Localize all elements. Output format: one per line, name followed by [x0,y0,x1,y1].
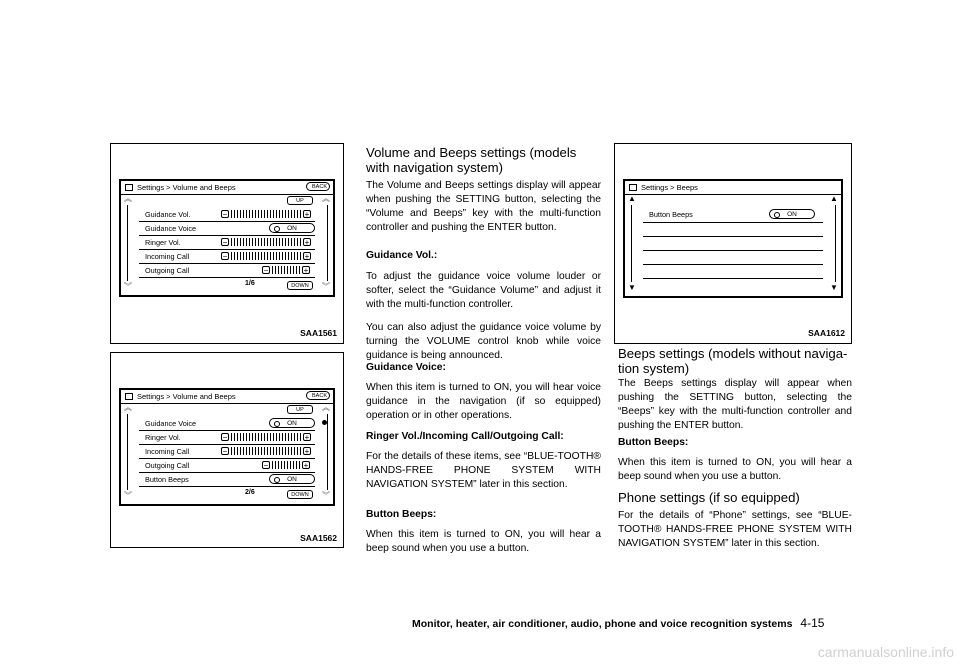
minus-icon[interactable]: − [222,446,228,456]
volume-bar[interactable] [262,460,310,469]
down-button[interactable]: DOWN [287,281,313,290]
chevron-up-icon: ︽ [124,403,132,412]
plus-icon[interactable]: + [304,432,310,442]
breadcrumb: Settings > Volume and Beeps [137,183,236,192]
subheading: Button Beeps: [618,437,689,448]
plus-icon[interactable]: + [304,209,310,219]
volume-bar[interactable] [221,446,311,455]
back-button[interactable]: BACK [306,391,330,400]
back-button[interactable]: BACK [306,182,330,191]
arrow-up-icon: ▲ [830,194,838,203]
figure-code: SAA1562 [300,533,337,543]
section-heading-phone: Phone settings (if so equipped) [618,490,800,505]
chevron-down-icon: ︾ [322,282,330,291]
settings-icon [125,393,133,400]
up-button[interactable]: UP [287,405,313,414]
subheading: Guidance Voice: [366,362,446,373]
chevron-up-icon: ︽ [124,194,132,203]
section-heading-beeps: Beeps settings (models without naviga-tion system) [618,346,848,376]
plus-icon[interactable]: + [304,237,310,247]
display-screen [623,179,843,298]
minus-icon[interactable]: − [222,209,228,219]
chevron-up-icon: ︽ [322,194,330,203]
volume-bar[interactable] [221,209,311,218]
chevron-up-icon: ︽ [322,403,330,412]
on-toggle[interactable]: ON [769,209,815,219]
on-toggle[interactable]: ON [269,474,315,484]
paragraph: The Volume and Beeps settings display will appear when pushing the SETTING button, selecting the “Volume and Beeps” key with the multi-function controller and pushing the ENTER button. [366,180,601,233]
page-number: 4-15 [800,616,825,630]
row-label: Ringer Vol. [145,238,181,247]
minus-icon[interactable]: − [222,432,228,442]
plus-icon[interactable]: + [304,251,310,261]
paragraph: For the details of “Phone” settings, see “BLUE-TOOTH® HANDS-FREE PHONE SYSTEM WITH NAVIGATION SYSTEM” later in this section. [618,510,852,549]
plus-icon[interactable]: + [303,460,309,470]
paragraph: The Beeps settings display will appear when pushing the SETTING button, selecting the “Beeps” key with the multi-function controller and pushing the ENTER button. [618,378,852,431]
footer-section-title: Monitor, heater, air conditioner, audio, phone and voice recognition systems [412,618,793,630]
paragraph: When this item is turned to ON, you will hear voice guidance in the navigation (if so equipped) operation or in other operations. [366,382,601,421]
paragraph: For the details of these items, see “BLUE-TOOTH® HANDS-FREE PHONE SYSTEM WITH NAVIGATION SYSTEM” later in this section. [366,451,601,490]
minus-icon[interactable]: − [222,251,228,261]
figure-code: SAA1612 [808,328,845,338]
screen-header [121,181,333,195]
chevron-down-icon: ︾ [124,282,132,291]
arrow-up-icon: ▲ [628,194,636,203]
chevron-down-icon: ︾ [124,491,132,500]
breadcrumb: Settings > Volume and Beeps [137,392,236,401]
left-scroll-rail [123,404,133,500]
row-label: Incoming Call [145,252,190,261]
figure-saa1561 [110,143,344,344]
row-label: Ringer Vol. [145,433,181,442]
right-scroll-rail [321,195,331,291]
left-scroll-rail [627,195,637,292]
subheading: Button Beeps: [366,509,437,520]
breadcrumb: Settings > Beeps [641,183,698,192]
page-indicator: 2/6 [245,489,255,496]
row-label: Guidance Vol. [145,210,191,219]
row-label: Button Beeps [145,475,189,484]
scroll-position-dot [322,420,327,425]
settings-icon [125,184,133,191]
row-label: Outgoing Call [145,461,190,470]
row-label: Incoming Call [145,447,190,456]
down-button[interactable]: DOWN [287,490,313,499]
watermark: carmanualsonline.info [817,644,954,660]
subheading: Ringer Vol./Incoming Call/Outgoing Call: [366,431,564,442]
on-toggle[interactable]: ON [269,223,315,233]
minus-icon[interactable]: − [263,460,269,470]
screen-header [121,390,333,404]
volume-bar[interactable] [221,251,311,260]
paragraph: You can also adjust the guidance voice volume by turning the VOLUME control knob while voice guidance is being announced. [366,322,601,361]
figure-saa1562 [110,352,344,548]
arrow-down-icon: ▼ [628,283,636,292]
screen-header [625,181,841,195]
section-heading-volume-beeps: Volume and Beeps settings (models with navigation system) [366,145,577,175]
minus-icon[interactable]: − [263,265,269,275]
row-label: Guidance Voice [145,224,197,233]
row-label: Guidance Voice [145,419,197,428]
paragraph: To adjust the guidance voice volume louder or softer, select the “Guidance Volume” and adjust it with the multi-function controller. [366,271,601,310]
display-screen [119,388,335,506]
subheading: Guidance Vol.: [366,250,438,261]
left-scroll-rail [123,195,133,291]
page-indicator: 1/6 [245,280,255,287]
minus-icon[interactable]: − [222,237,228,247]
display-screen [119,179,335,297]
up-button[interactable]: UP [287,196,313,205]
paragraph: When this item is turned to ON, you will hear a beep sound when you use a button. [618,457,852,482]
row-label: Button Beeps [649,210,693,219]
arrow-down-icon: ▼ [830,283,838,292]
plus-icon[interactable]: + [303,265,309,275]
figure-code: SAA1561 [300,328,337,338]
on-toggle[interactable]: ON [269,418,315,428]
chevron-down-icon: ︾ [322,491,330,500]
right-scroll-rail [829,195,839,292]
volume-bar[interactable] [262,265,310,274]
settings-icon [629,184,637,191]
paragraph: When this item is turned to ON, you will hear a beep sound when you use a button. [366,529,601,554]
right-scroll-rail [321,404,331,500]
volume-bar[interactable] [221,432,311,441]
plus-icon[interactable]: + [304,446,310,456]
page-footer [412,616,824,630]
row-label: Outgoing Call [145,266,190,275]
figure-saa1612 [614,143,852,344]
volume-bar[interactable] [221,237,311,246]
